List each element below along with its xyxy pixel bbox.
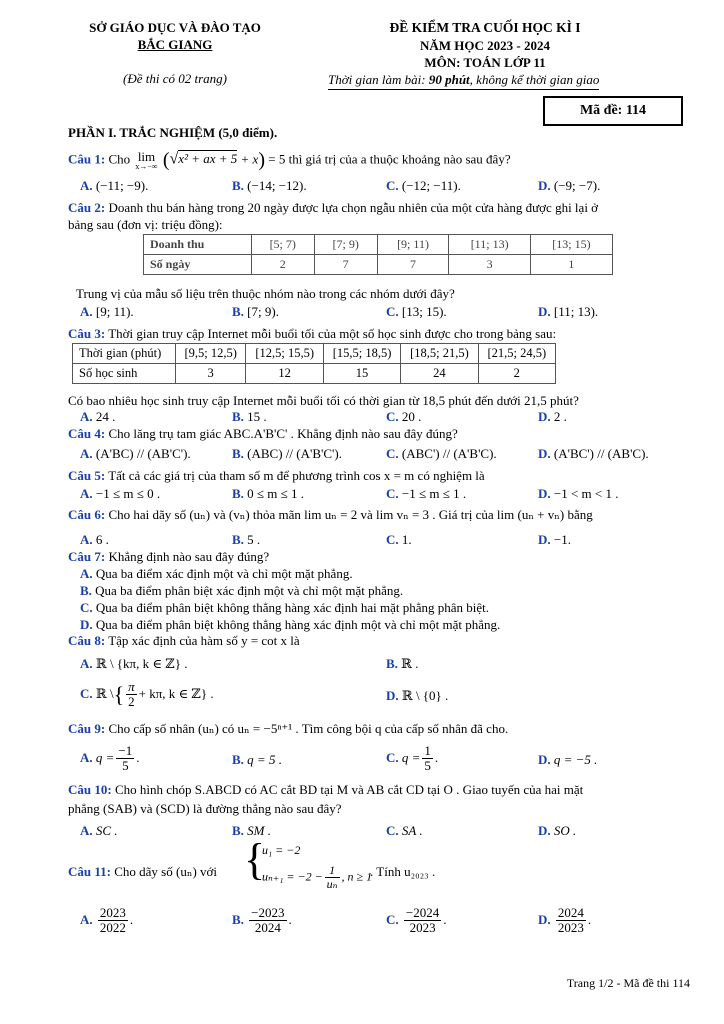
section-title: PHẦN I. TRẮC NGHIỆM (5,0 điểm). (68, 125, 278, 140)
q3-option-d[interactable]: D. 2 . (538, 409, 567, 424)
table-row: Số ngày 2 7 7 3 1 (144, 255, 613, 275)
exam-code-box: Mã đề: 114 (543, 96, 683, 126)
time-value: 90 phút (428, 72, 470, 87)
q1-question: = 5 thì giá trị của a thuộc khoảng nào sau đây? (268, 151, 511, 167)
q11-line1: u₁ = −2 (262, 843, 301, 857)
q10-option-a[interactable]: A. SC . (80, 823, 118, 838)
table-row: Số học sinh 3 12 15 24 2 (73, 364, 556, 384)
page-footer: Trang 1/2 - Mã đề thi 114 (566, 976, 690, 990)
q5-option-b[interactable]: B. 0 ≤ m ≤ 1 . (232, 486, 305, 501)
time-suffix: , không kể thời gian giao (469, 72, 600, 87)
q10-option-b[interactable]: B. SM . (232, 823, 272, 838)
q2-option-a[interactable]: A. [9; 11). (80, 304, 134, 319)
q4-option-a[interactable]: A. (A'BC) // (AB'C'). (80, 446, 191, 461)
q6-option-d[interactable]: D. −1. (538, 532, 571, 547)
q1-option-d[interactable]: D. (−9; −7). (538, 178, 601, 193)
q10-option-c[interactable]: C. SA . (386, 823, 423, 838)
q5-option-c[interactable]: C. −1 ≤ m ≤ 1 . (386, 486, 467, 501)
q3-option-b[interactable]: B. 15 . (232, 409, 267, 424)
q11-tail: . Tính u₂₀₂₃ . (370, 864, 436, 879)
question-5: Câu 5: Tất cả các giá trị của tham số m để phương trình cos x = m có nghiệm là (68, 468, 485, 483)
q7-option-a[interactable]: A. Qua ba điểm xác định một và chỉ một mặt phẳng. (80, 566, 353, 581)
q1-lim: lim (137, 149, 156, 164)
table-row: Thời gian (phút) [9,5; 12,5) [12,5; 15,5) [15,5; 18,5) [18,5; 21,5) [21,5; 24,5) (73, 344, 556, 364)
q7-option-d[interactable]: D. Qua ba điểm phân biệt không thẳng hàng xác định một và chỉ một mặt phẳng. (80, 617, 501, 632)
q1-limit (135, 150, 157, 171)
q8-option-c[interactable]: C. ℝ \{ $\frac{\pi}{2}$ + kπ, k ∈ ℤ} . (80, 679, 214, 710)
q1-option-b[interactable]: B. (−14; −12). (232, 178, 307, 193)
q3-table (72, 343, 556, 384)
q5-option-d[interactable]: D. −1 < m < 1 . (538, 486, 619, 501)
q1-pre: Cho (108, 151, 131, 167)
q1-option-c[interactable]: C. (−12; −11). (386, 178, 461, 193)
q6-option-b[interactable]: B. 5 . (232, 532, 261, 547)
q2-text-cont: bảng sau (đơn vị: triệu đồng): (68, 217, 223, 232)
q4-option-b[interactable]: B. (ABC) // (A'B'C'). (232, 446, 342, 461)
q3-question: Có bao nhiêu học sinh truy cập Internet mỗi buổi tối có thời gian từ 18,5 phút đến dưới 21,5 phút? (68, 393, 579, 408)
q11-option-b[interactable]: B. $\frac{-2023}{2024}$ . (232, 905, 292, 936)
q2-question: Trung vị của mẫu số liệu trên thuộc nhóm nào trong các nhóm dưới đây? (76, 286, 455, 301)
q1-lim-sub: x→−∞ (135, 162, 158, 171)
q3-option-a[interactable]: A. 24 . (80, 409, 116, 424)
q6-option-c[interactable]: C. 1. (386, 532, 412, 547)
department-name: SỞ GIÁO DỤC VÀ ĐÀO TẠO (89, 20, 261, 35)
question-1: Câu 1: Cho lim x→−∞ (√x² + ax + 5 + x) = 5 thì giá trị của a thuộc khoảng nào sau đây? (68, 149, 511, 171)
q7-option-c[interactable]: C. Qua ba điểm phân biệt không thẳng hàng xác định hai mặt phẳng phân biệt. (80, 600, 490, 615)
q2-option-d[interactable]: D. [11; 13). (538, 304, 599, 319)
q8-option-b[interactable]: B. ℝ . (386, 656, 419, 671)
time-prefix: Thời gian làm bài: (328, 72, 429, 87)
q1-number: Câu 1: (68, 151, 106, 167)
q8-option-d[interactable]: D. ℝ \ {0} . (386, 688, 449, 703)
q2-option-b[interactable]: B. [7; 9). (232, 304, 279, 319)
q3-option-c[interactable]: C. 20 . (386, 409, 422, 424)
system-brace: { (244, 835, 266, 884)
question-6: Câu 6: Cho hai dãy số (uₙ) và (vₙ) thỏa mãn lim uₙ = 2 và lim vₙ = 3 . Giá trị của lim (uₙ + vₙ) bằng (68, 507, 593, 522)
q2-table (143, 234, 613, 275)
q8-option-a[interactable]: A. ℝ \ {kπ, k ∈ ℤ} . (80, 656, 188, 671)
q11-line2: uₙ₊₁ = −2 − $\frac{1}{\text{uₙ}}$ , n ≥ 1 (262, 863, 373, 892)
q5-option-a[interactable]: A. −1 ≤ m ≤ 0 . (80, 486, 161, 501)
question-7: Câu 7: Khẳng định nào sau đây đúng? (68, 549, 270, 564)
q7-option-b[interactable]: B. Qua ba điểm phân biệt xác định một và chỉ một mặt phẳng. (80, 583, 404, 598)
question-9: Câu 9: Cho cấp số nhân (uₙ) có uₙ = −5ⁿ⁺¹ . Tìm công bội q của cấp số nhân đã cho. (68, 721, 509, 736)
subject: MÔN: TOÁN LỚP 11 (424, 55, 546, 70)
question-10: Câu 10: Cho hình chóp S.ABCD có AC cắt BD tại M và AB cắt CD tại O . Giao tuyến của hai mặt (68, 782, 584, 797)
question-8: Câu 8: Tập xác định của hàm số y = cot x là (68, 633, 300, 648)
q9-option-d[interactable]: D. q = −5 . (538, 752, 598, 767)
q11-option-d[interactable]: D. $\frac{2024}{2023}$ . (538, 905, 592, 936)
q10-text-cont: phẳng (SAB) và (SCD) là đường thẳng nào sau đây? (68, 801, 342, 816)
exam-title: ĐỀ KIỂM TRA CUỐI HỌC KÌ I (389, 20, 581, 35)
q9-option-a[interactable]: A. q = $\frac{-1}{5}$ . (80, 743, 140, 774)
question-3: Câu 3: Thời gian truy cập Internet mỗi buổi tối của một số học sinh được cho trong bảng sau: (68, 326, 557, 341)
q4-option-c[interactable]: C. (ABC') // (A'B'C). (386, 446, 497, 461)
question-11: Câu 11: Cho dãy số (uₙ) với (68, 864, 218, 879)
question-4: Câu 4: Cho lăng trụ tam giác ABC.A'B'C' . Khẳng định nào sau đây đúng? (68, 426, 458, 441)
q1-option-a[interactable]: A. (−11; −9). (80, 178, 149, 193)
question-2: Câu 2: Doanh thu bán hàng trong 20 ngày được lựa chọn ngẫu nhiên của một cửa hàng được ghi lại ở (68, 200, 599, 215)
q9-option-c[interactable]: C. q = $\frac{1}{5}$ . (386, 743, 439, 774)
q9-option-b[interactable]: B. q = 5 . (232, 752, 282, 767)
q10-option-d[interactable]: D. SO . (538, 823, 577, 838)
q2-option-c[interactable]: C. [13; 15). (386, 304, 447, 319)
q6-option-a[interactable]: A. 6 . (80, 532, 109, 547)
q1-radicand: x² + ax + 5 (178, 151, 238, 167)
q11-option-a[interactable]: A. $\frac{2023}{2022}$ . (80, 905, 134, 936)
time-line (328, 72, 599, 90)
table-row: Doanh thu [5; 7) [7; 9) [9; 11) [11; 13) [13; 15) (144, 235, 613, 255)
page-count-note: (Đề thi có 02 trang) (123, 71, 227, 86)
q11-option-c[interactable]: C. $\frac{-2024}{2023}$ . (386, 905, 447, 936)
q1-tail: + x (240, 151, 259, 167)
q4-option-d[interactable]: D. (A'BC') // (AB'C). (538, 446, 649, 461)
school-year: NĂM HỌC 2023 - 2024 (420, 38, 550, 53)
province-name: BẮC GIANG (137, 37, 213, 52)
